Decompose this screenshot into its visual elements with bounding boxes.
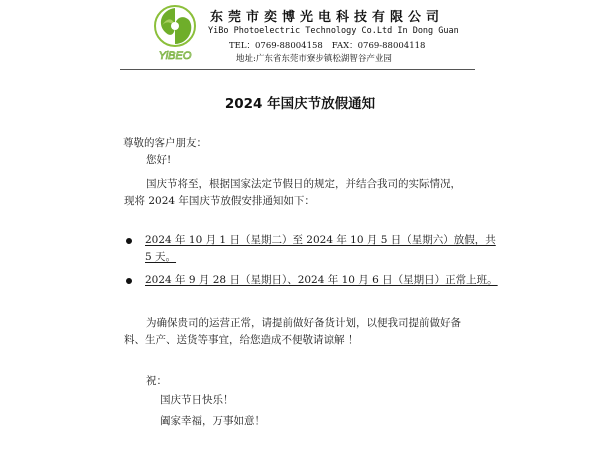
logo-emblem-icon [147,4,203,62]
logo-wordmark: YiBEO [158,50,192,62]
bullet-2-line-1: 2024 年 9 月 28 日（星期日）、2024 年 10 月 6 日（星期日）正常上班。 [145,274,498,286]
telephone: TEL：0769-88004158 [229,41,323,51]
bullet-1-line-2: 5 天。 [145,251,177,263]
fax: FAX：0769-88004118 [331,41,426,51]
header-divider [120,69,475,70]
bullet-1-line-1: 2024 年 10 月 1 日（星期二）至 2024 年 10 月 5 日（星期六）放假，共 [145,234,496,246]
notice-title: 2024 年国庆节放假通知 [224,96,376,112]
body-line-1: 为确保贵司的运营正常，请提前做好备货计划，以便我司提前做好备 [146,317,461,329]
intro-line-1: 国庆节将至，根据国家法定节假日的规定，并结合我司的实际情况， [146,178,461,190]
company-address: 地址:广东省东莞市寮步镇松湖智谷产业园 [236,54,392,64]
salutation: 尊敬的客户朋友： [123,137,207,149]
bullet-icon [126,278,132,284]
wish-label: 祝： [146,375,167,387]
company-name-en: YiBo Photoelectric Technology Co.Ltd In Dong Guan [208,26,459,36]
wish-line-2: 阖家幸福，万事如意！ [160,415,265,427]
company-logo [147,4,203,62]
greeting: 您好! [146,154,172,166]
bullet-icon [126,238,132,244]
intro-line-2: 现将 2024 年国庆节放假安排通知如下： [124,195,315,207]
body-line-2: 料、生产、送货等事宜，给您造成不便敬请谅解 ！ [124,334,359,346]
contact-line [229,39,434,51]
company-name-cn: 东莞市奕博光电科技有限公司 [210,10,445,25]
wish-line-1: 国庆节日快乐！ [160,394,234,406]
